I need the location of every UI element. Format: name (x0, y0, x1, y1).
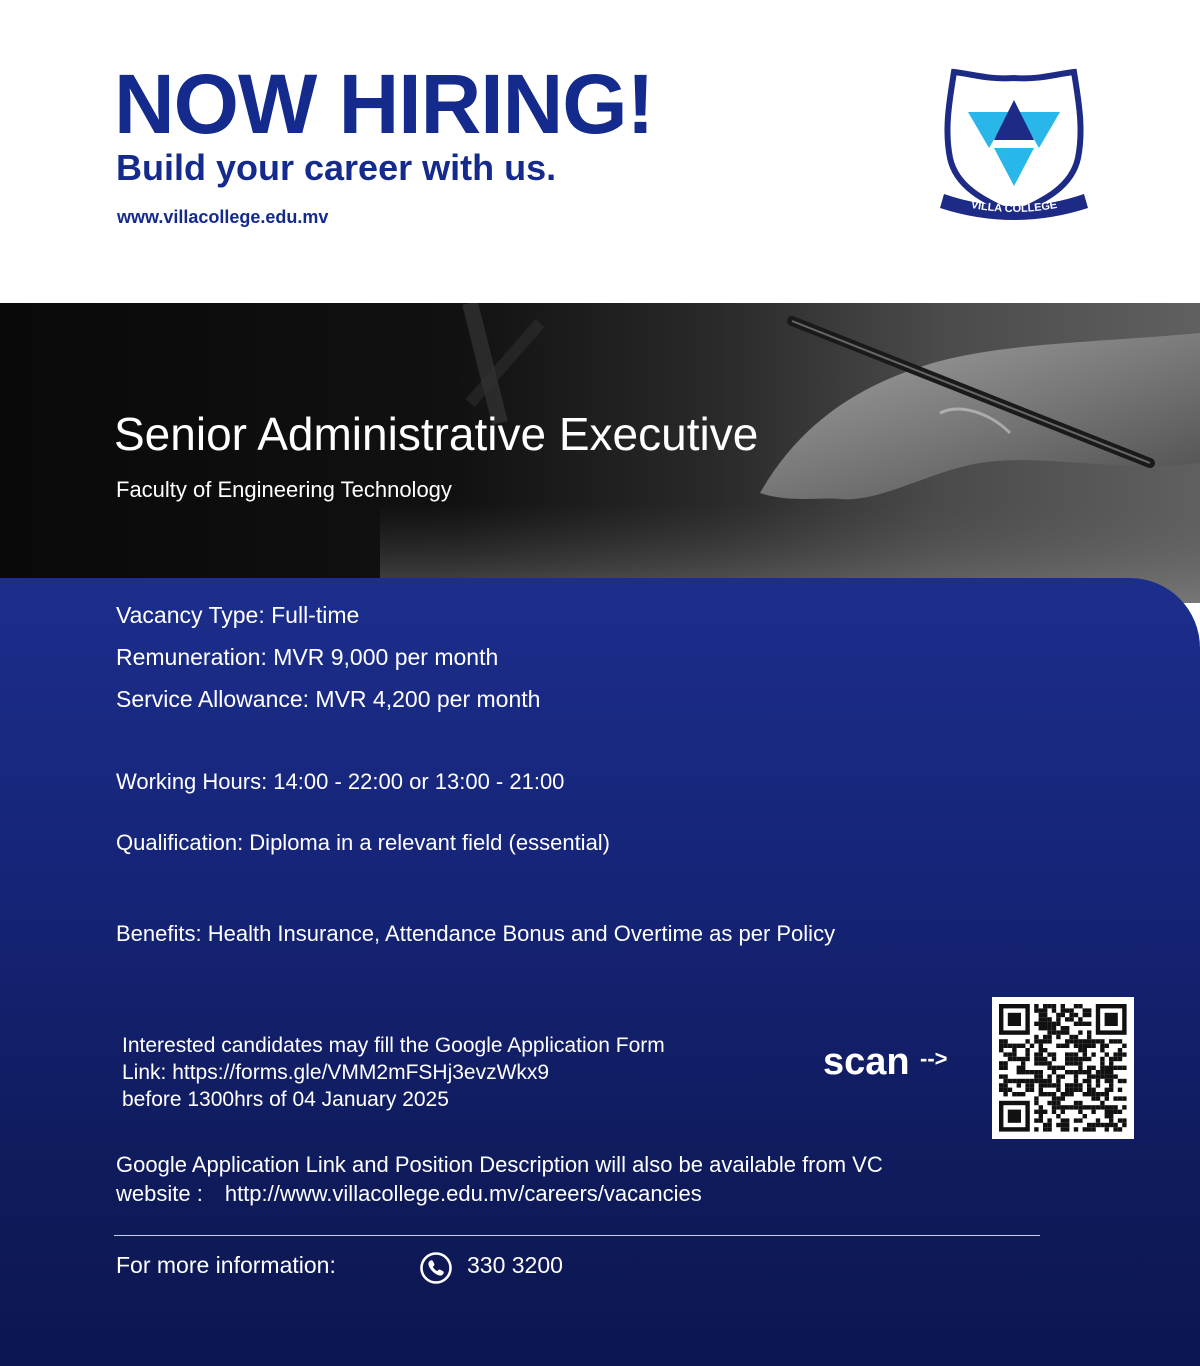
application-form-link[interactable]: Link: https://forms.gle/VMM2mFSHj3evzWkx9 (122, 1061, 550, 1084)
apply-line: Interested candidates may fill the Google Application Form (122, 1034, 665, 1057)
contact-label: For more information: (116, 1252, 336, 1278)
details-panel (0, 578, 1200, 1366)
service-allowance: Service Allowance: MVR 4,200 per month (116, 686, 541, 712)
working-hours: Working Hours: 14:00 - 22:00 or 13:00 - 21:00 (116, 769, 565, 794)
faculty-name: Faculty of Engineering Technology (116, 477, 452, 502)
header (0, 0, 1200, 303)
note-line: Google Application Link and Position Description will also be available from VC (116, 1152, 883, 1177)
phone-number[interactable]: 330 3200 (467, 1252, 563, 1278)
apply-deadline: before 1300hrs of 04 January 2025 (122, 1088, 449, 1111)
careers-vacancies-link[interactable]: http://www.villacollege.edu.mv/careers/vacancies (224, 1181, 702, 1206)
logo-text: VILLA COLLEGE (969, 198, 1059, 216)
application-instructions (122, 1032, 665, 1113)
hero-photo-band (0, 303, 1200, 603)
scan-label: scan (823, 1041, 910, 1083)
qualification: Qualification: Diploma in a relevant field (essential) (116, 830, 611, 855)
website-label: website : (116, 1181, 203, 1206)
phone-icon (419, 1251, 453, 1285)
website-link[interactable]: www.villacollege.edu.mv (117, 207, 329, 227)
vacancy-type: Vacancy Type: Full-time (116, 602, 360, 628)
online-availability-note (116, 1150, 883, 1208)
headline: NOW HIRING! (114, 57, 654, 151)
remuneration: Remuneration: MVR 9,000 per month (116, 644, 499, 670)
divider (114, 1235, 1040, 1236)
tagline: Build your career with us. (116, 147, 557, 188)
villa-college-logo (938, 68, 1090, 230)
benefits: Benefits: Health Insurance, Attendance Bonus and Overtime as per Policy (116, 921, 836, 946)
qr-code[interactable] (992, 997, 1134, 1139)
job-title: Senior Administrative Executive (114, 408, 759, 460)
scan-arrow: --> (920, 1046, 948, 1071)
